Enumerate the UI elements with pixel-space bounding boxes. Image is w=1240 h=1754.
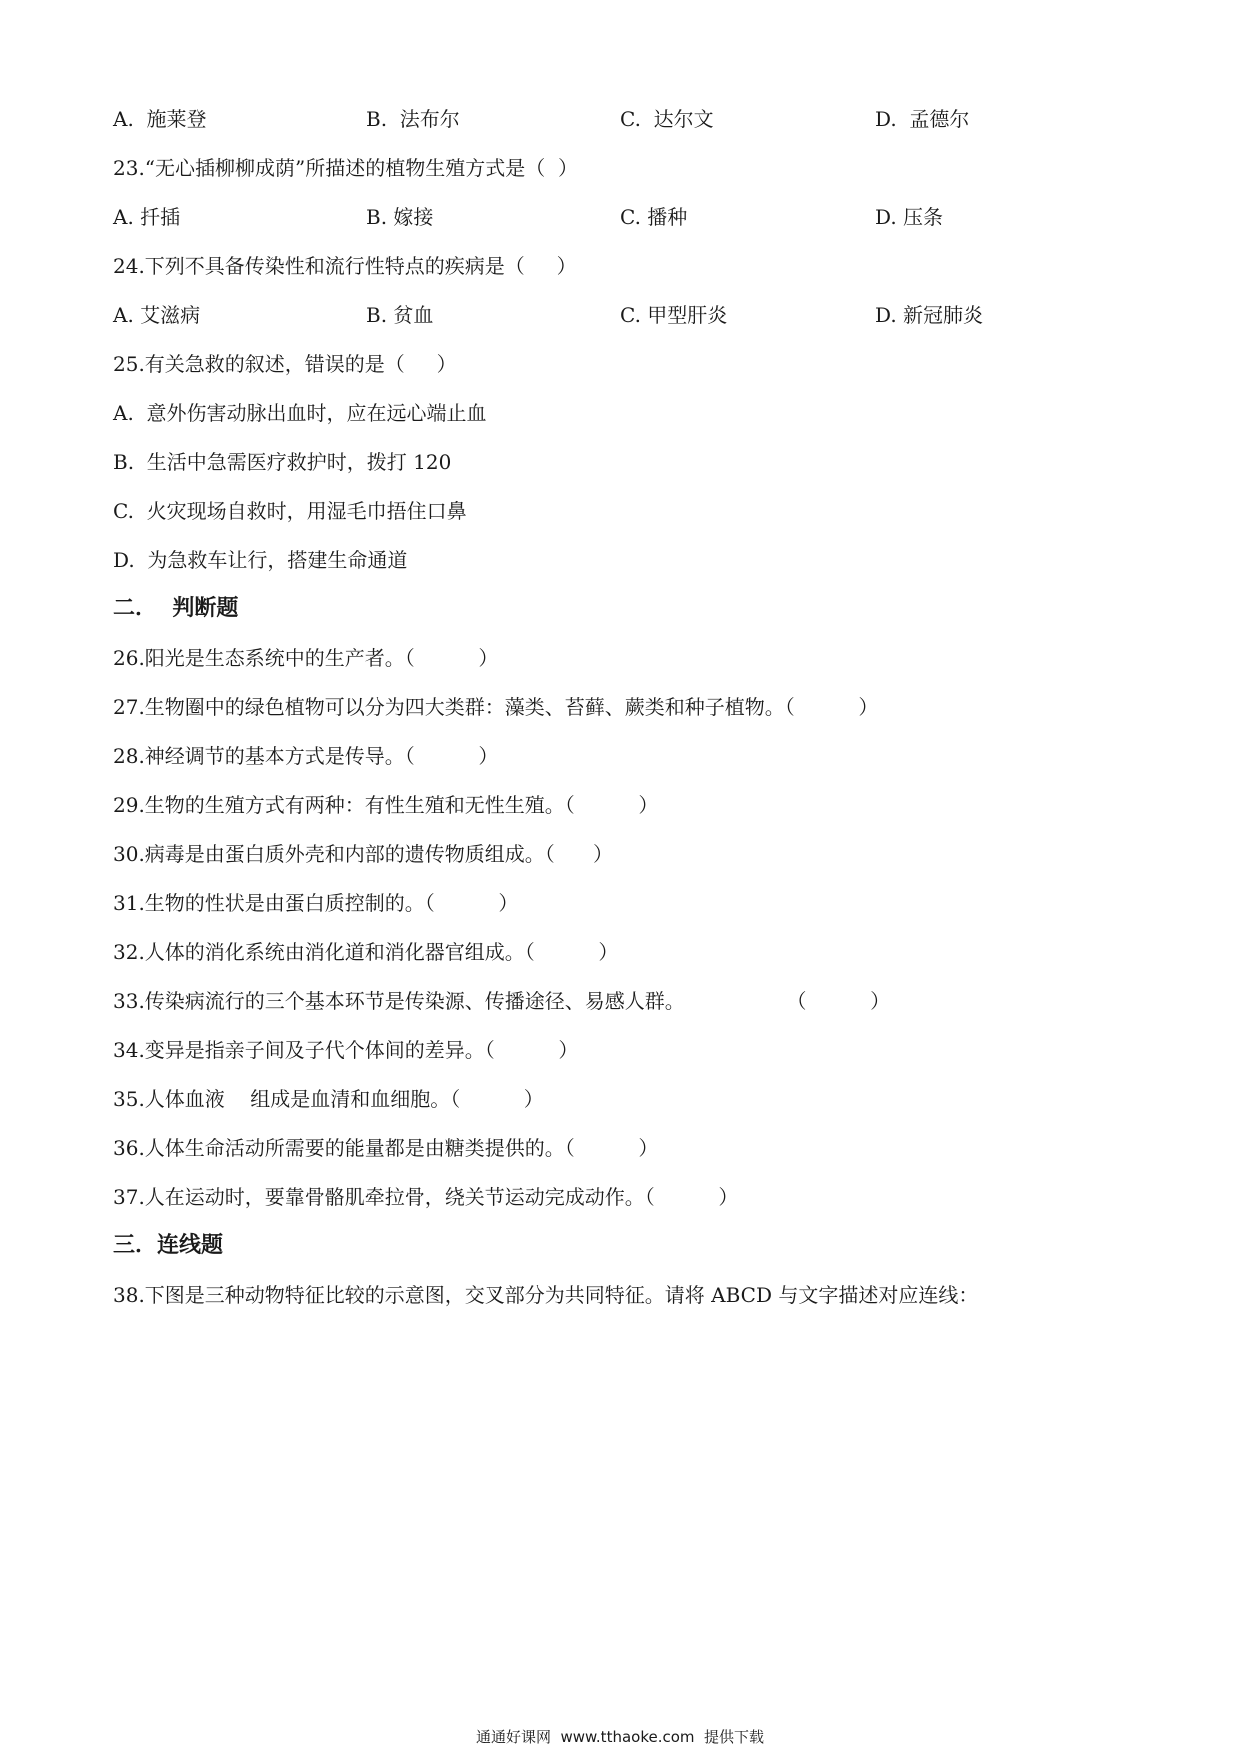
footer-source-text: 通通好课网 www.tthaoke.com 提供下载 [475, 1728, 765, 1746]
section-3-heading: 三．连线题 [113, 1232, 224, 1258]
q24-option-c: C. 甲型肝炎 [620, 303, 728, 327]
q24-option-a: A. 艾滋病 [113, 303, 201, 327]
judgement-item-28: 28.神经调节的基本方式是传导。（ ） [113, 744, 499, 768]
q22-option-a: A. 施莱登 [113, 107, 207, 131]
q22-option-b: B. 法布尔 [366, 107, 460, 131]
judgement-item-31: 31.生物的性状是由蛋白质控制的。（ ） [113, 891, 519, 915]
q23-option-b: B. 嫁接 [366, 205, 434, 229]
judgement-item-32: 32.人体的消化系统由消化道和消化器官组成。（ ） [113, 940, 619, 964]
q22-options [0, 105, 1240, 133]
judgement-item-37: 37.人在运动时，要靠骨骼肌牵拉骨，绕关节运动完成动作。（ ） [113, 1185, 739, 1209]
q25-option-a: A. 意外伤害动脉出血时，应在远心端止血 [113, 401, 487, 425]
judgement-item-36: 36.人体生命活动所需要的能量都是由糖类提供的。（ ） [113, 1136, 659, 1160]
judgement-item-27: 27.生物圈中的绿色植物可以分为四大类群：藻类、苔藓、蕨类和种子植物。（ ） [113, 695, 879, 719]
judgement-item-35: 35.人体血液 组成是血清和血细胞。（ ） [113, 1087, 544, 1111]
q22-option-d: D. 孟德尔 [875, 107, 970, 131]
q24-option-d: D. 新冠肺炎 [875, 303, 984, 327]
q22-option-c: C. 达尔文 [620, 107, 714, 131]
q23-option-a: A. 扦插 [113, 205, 181, 229]
q25-option-d: D. 为急救车让行，搭建生命通道 [113, 548, 408, 572]
section-2-heading: 二． 判断题 [113, 595, 239, 621]
q24-options [0, 301, 1240, 329]
judgement-item-26: 26.阳光是生态系统中的生产者。（ ） [113, 646, 499, 670]
q23-option-d: D. 压条 [875, 205, 944, 229]
q24-option-b: B. 贫血 [366, 303, 434, 327]
q23-stem: 23.“无心插柳柳成荫”所描述的植物生殖方式是（ ） [113, 156, 578, 180]
q25-option-c: C. 火灾现场自救时，用湿毛巾捂住口鼻 [113, 499, 467, 523]
q25-option-b: B. 生活中急需医疗救护时，拨打 120 [113, 450, 452, 474]
judgement-item-29: 29.生物的生殖方式有两种：有性生殖和无性生殖。（ ） [113, 793, 659, 817]
judgement-item-30: 30.病毒是由蛋白质外壳和内部的遗传物质组成。（ ） [113, 842, 613, 866]
q24-stem: 24.下列不具备传染性和流行性特点的疾病是（ ） [113, 254, 577, 278]
judgement-item-34: 34.变异是指亲子间及子代个体间的差异。（ ） [113, 1038, 579, 1062]
q38-stem: 38.下图是三种动物特征比较的示意图，交叉部分为共同特征。请将 ABCD 与文字描述对应连线： [113, 1283, 979, 1307]
judgement-item-33: 33.传染病流行的三个基本环节是传染源、传播途径、易感人群。 （ ） [113, 989, 891, 1013]
q25-stem: 25.有关急救的叙述，错误的是（ ） [113, 352, 457, 376]
q23-options [0, 203, 1240, 231]
q23-option-c: C. 播种 [620, 205, 688, 229]
